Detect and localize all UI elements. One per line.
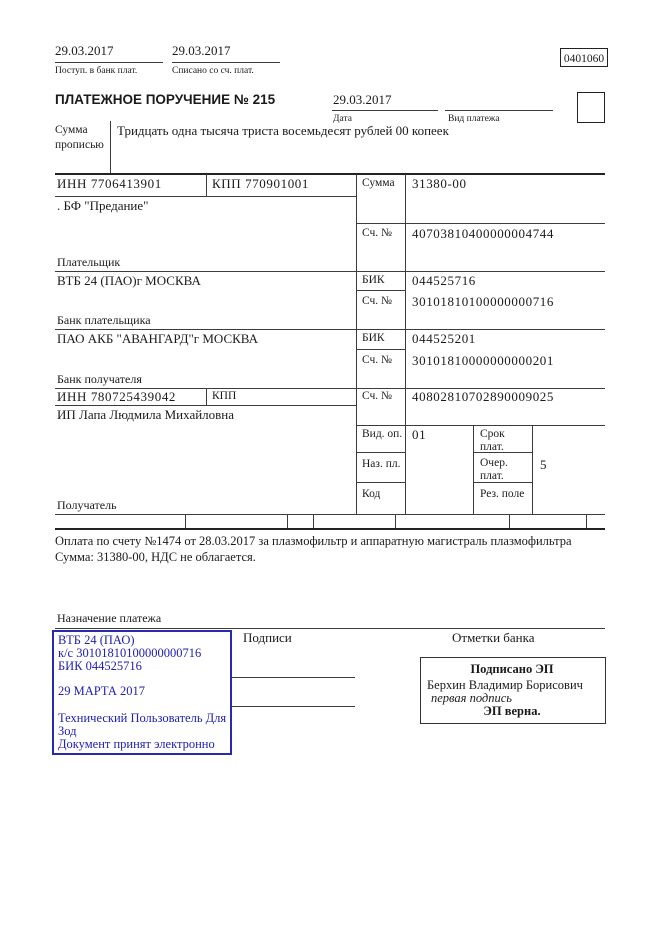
line <box>405 174 406 514</box>
payee-account: 40802810702890009025 <box>412 389 554 404</box>
payer-account: 40703810400000004744 <box>412 226 554 241</box>
line <box>445 110 553 111</box>
line <box>395 514 396 528</box>
payee-kpp-label: КПП <box>212 390 237 402</box>
payee-bank-account-label: Сч. № <box>362 354 393 366</box>
payer-bank-bik: 044525716 <box>412 273 476 288</box>
line <box>532 425 533 514</box>
ocher-label-2: плат. <box>480 470 504 482</box>
srok-label-2: плат. <box>480 441 504 453</box>
received-date: 29.03.2017 <box>55 43 114 58</box>
esignature-title: Подписано ЭП <box>470 662 554 676</box>
line <box>172 62 280 63</box>
signatures-header: Подписи <box>243 630 292 645</box>
form-code: 0401060 <box>563 53 605 65</box>
line <box>55 271 605 272</box>
form-code-box <box>560 48 608 67</box>
rez-pole-label: Рез. поле <box>480 488 525 500</box>
purpose-line-2: Сумма: 31380-00, НДС не облагается. <box>55 550 256 564</box>
amount-label: Сумма <box>362 177 395 189</box>
line <box>586 514 587 528</box>
line <box>55 329 605 330</box>
line <box>206 174 207 196</box>
payer-bank-account-label: Сч. № <box>362 295 393 307</box>
op-type-label: Вид. оп. <box>362 428 403 440</box>
srok-label-1: Срок <box>480 428 505 440</box>
payee-bank-bik-label: БИК <box>362 332 385 344</box>
line <box>55 62 163 63</box>
payment-type-label: Вид платежа <box>448 114 500 124</box>
purpose-label: Назначение платежа <box>57 611 162 625</box>
payer-bank-label: Банк плательщика <box>57 313 151 327</box>
ocher-label-1: Очер. <box>480 457 508 469</box>
document-title: ПЛАТЕЖНОЕ ПОРУЧЕНИЕ № 215 <box>55 92 276 107</box>
stamp-corr-account: к/с 30101810100000000716 <box>58 646 202 660</box>
naz-pl-label: Наз. пл. <box>362 458 401 470</box>
line <box>287 514 288 528</box>
line <box>356 482 405 483</box>
amount-words-label-1: Сумма <box>55 124 88 136</box>
amount-words-label-2: прописью <box>55 139 104 151</box>
esignature-name: Берхин Владимир Борисович <box>427 678 583 692</box>
line <box>356 223 605 224</box>
purpose-line-1: Оплата по счету №1474 от 28.03.2017 за плазмофильтр и аппаратную магистраль плазмофильтра <box>55 534 572 548</box>
line <box>110 121 111 174</box>
line <box>55 405 356 406</box>
amount-in-words: Тридцать одна тысяча триста восемьдесят рублей 00 копеек <box>117 123 449 138</box>
stamp-date: 29 МАРТА 2017 <box>58 684 146 698</box>
line <box>356 452 405 453</box>
status-box <box>577 92 605 123</box>
line <box>313 514 314 528</box>
payer-inn: ИНН 7706413901 <box>57 176 162 191</box>
payee-label: Получатель <box>57 498 117 512</box>
stamp-user-line-2: Зод <box>58 724 77 738</box>
op-type-value: 01 <box>412 427 427 442</box>
line <box>206 388 207 405</box>
line <box>356 349 405 350</box>
payer-label: Плательщик <box>57 255 121 269</box>
line <box>356 425 605 426</box>
stamp-bik: БИК 044525716 <box>58 659 142 673</box>
payer-bank-bik-label: БИК <box>362 274 385 286</box>
payee-account-label: Сч. № <box>362 390 393 402</box>
amount-value: 31380-00 <box>412 176 467 191</box>
stamp-user-line-1: Технический Пользователь Для <box>58 711 227 725</box>
payee-bank-label: Банк получателя <box>57 372 142 386</box>
line <box>185 514 186 528</box>
esignature-subtitle: первая подпись <box>431 691 512 705</box>
stamp-accepted: Документ принят электронно <box>58 737 215 751</box>
payer-name: . БФ "Предание" <box>57 198 149 213</box>
payer-bank-name: ВТБ 24 (ПАО)г МОСКВА <box>57 273 201 288</box>
line <box>55 528 605 530</box>
line <box>509 514 510 528</box>
date-label: Дата <box>333 114 352 124</box>
stamp-bank-name: ВТБ 24 (ПАО) <box>58 633 135 647</box>
debited-label: Списано со сч. плат. <box>172 66 254 76</box>
debited-date: 29.03.2017 <box>172 43 231 58</box>
payee-bank-name: ПАО АКБ "АВАНГАРД"г МОСКВА <box>57 331 259 346</box>
line <box>473 482 532 483</box>
payee-name: ИП Лапа Людмила Михайловна <box>57 407 235 422</box>
line <box>55 514 605 515</box>
line <box>55 628 605 629</box>
line <box>473 425 474 514</box>
payee-bank-bik: 044525201 <box>412 331 476 346</box>
received-label: Поступ. в банк плат. <box>55 66 138 76</box>
line <box>332 110 438 111</box>
document-date: 29.03.2017 <box>333 92 392 107</box>
payer-kpp: КПП 770901001 <box>212 176 309 191</box>
payer-bank-account: 30101810100000000716 <box>412 294 554 309</box>
bank-marks-header: Отметки банка <box>452 630 535 645</box>
payee-bank-account: 30101810000000000201 <box>412 353 554 368</box>
code-label: Код <box>362 488 381 500</box>
line <box>356 174 357 514</box>
ocher-value: 5 <box>540 457 548 472</box>
payee-inn: ИНН 780725439042 <box>57 389 177 404</box>
signature-line-1 <box>232 677 355 678</box>
line <box>55 196 356 197</box>
payer-account-label: Сч. № <box>362 227 393 239</box>
esignature-verified: ЭП верна. <box>483 704 541 718</box>
line <box>55 173 605 175</box>
signature-line-2 <box>232 706 355 707</box>
line <box>356 290 405 291</box>
